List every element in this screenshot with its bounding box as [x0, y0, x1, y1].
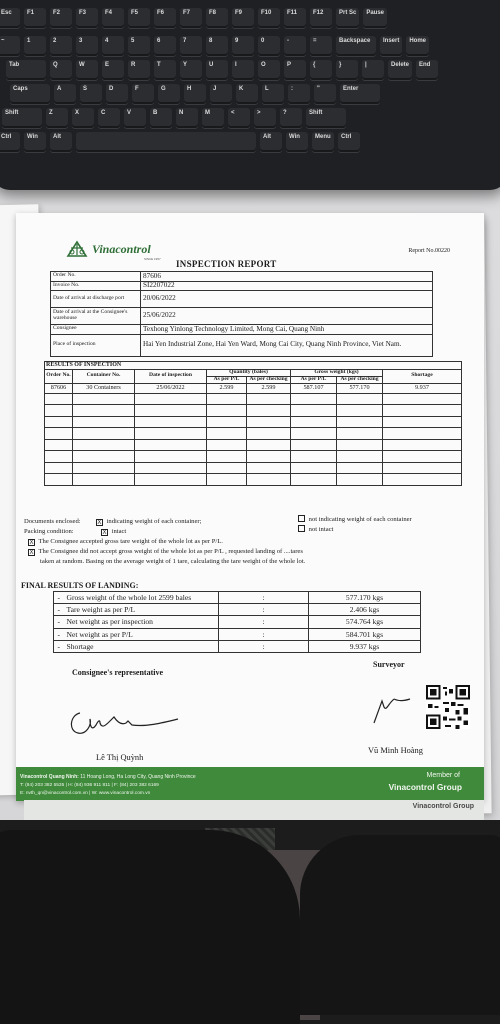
keyboard-space-row — [0, 132, 360, 152]
keyboard-key[interactable]: F10 — [258, 8, 280, 28]
footer-group-name: Vinacontrol Group — [388, 782, 462, 792]
empty-cell — [291, 474, 337, 486]
random-line — [40, 558, 305, 566]
info-label: Consignee — [51, 325, 141, 335]
keyboard-key[interactable]: End — [416, 60, 438, 80]
keyboard-key[interactable]: F5 — [128, 8, 150, 28]
empty-cell — [337, 451, 383, 463]
keyboard-key[interactable]: J — [210, 84, 232, 104]
col-quantity: Quantity (bales) — [207, 370, 291, 377]
empty-cell — [73, 474, 135, 486]
empty-cell — [73, 462, 135, 474]
empty-cell — [45, 428, 73, 440]
keyboard — [0, 0, 500, 190]
empty-cell — [135, 451, 207, 463]
empty-cell — [383, 405, 462, 417]
surveyor-label: Surveyor — [373, 660, 405, 669]
empty-cell — [135, 474, 207, 486]
empty-cell — [135, 439, 207, 451]
empty-cell — [207, 439, 247, 451]
empty-cell — [207, 393, 247, 405]
empty-cell — [73, 439, 135, 451]
keyboard-key[interactable]: E — [102, 60, 124, 80]
intact-label: intact — [111, 528, 127, 535]
info-label: Invoice No. — [51, 281, 141, 291]
keyboard-key[interactable]: < — [228, 108, 250, 128]
empty-cell — [337, 428, 383, 440]
col-date: Date of inspection — [135, 370, 207, 384]
packing-label: Packing condition: — [24, 528, 74, 535]
accepted-line — [28, 538, 223, 546]
final-label: Net weight as per inspection — [64, 616, 219, 628]
info-value: SI2207022 — [141, 281, 433, 291]
final-label: Net weight as per P/L — [64, 628, 219, 640]
empty-cell — [337, 416, 383, 428]
not-intact-line — [298, 525, 333, 534]
empty-cell — [73, 393, 135, 405]
empty-cell — [247, 439, 291, 451]
keyboard-key[interactable]: Alt — [50, 132, 72, 152]
final-value: 574.764 kgs — [309, 616, 421, 628]
info-label: Place of inspection — [51, 334, 141, 356]
surveyor-signature — [364, 691, 424, 727]
final-colon: : — [219, 640, 309, 652]
keyboard-key[interactable]: M — [202, 108, 224, 128]
final-dash: - — [54, 604, 64, 616]
info-value: 20/06/2022 — [141, 291, 433, 308]
empty-cell — [383, 439, 462, 451]
keyboard-key[interactable]: " — [314, 84, 336, 104]
keyboard-key[interactable]: Tab — [6, 60, 46, 80]
table-row — [45, 416, 462, 428]
col-container-no: Container No. — [73, 370, 135, 384]
keyboard-key[interactable]: > — [254, 108, 276, 128]
col-qty-pl: As per P/L — [207, 376, 247, 383]
empty-cell — [383, 474, 462, 486]
keyboard-number-row — [0, 36, 429, 56]
final-value: 577.170 kgs — [309, 592, 421, 604]
empty-cell — [383, 416, 462, 428]
empty-cell — [45, 462, 73, 474]
company-footer — [16, 767, 484, 801]
info-value: Texhong Yinlong Technology Limited, Mong Cai, Quang Ninh — [141, 325, 433, 335]
keyboard-key[interactable]: O — [258, 60, 280, 80]
keyboard-key[interactable]: X — [72, 108, 94, 128]
results-section-title: RESULTS OF INSPECTION — [45, 362, 462, 370]
keyboard-key[interactable]: P — [284, 60, 306, 80]
keyboard-key[interactable]: F2 — [50, 8, 72, 28]
keyboard-key[interactable]: F6 — [154, 8, 176, 28]
footer-address-line — [20, 774, 196, 780]
col-qty-check: As per checking — [247, 376, 291, 383]
final-colon: : — [219, 592, 309, 604]
table-row — [45, 428, 462, 440]
keyboard-key[interactable]: Shift — [2, 108, 42, 128]
accepted-text: The Consignee accepted gross tare weight of the whole lot as per P/L. — [38, 538, 223, 545]
info-row — [51, 308, 433, 325]
keyboard-key[interactable]: L — [262, 84, 284, 104]
footer-email: E: nvth_qn@vinacontrol.com.vn | W: www.vinacontrol.com.vn — [20, 791, 151, 796]
final-value: 2.406 kgs — [309, 604, 421, 616]
col-gw-check: As per checking — [337, 376, 383, 383]
empty-cell — [45, 416, 73, 428]
keyboard-key[interactable]: F8 — [206, 8, 228, 28]
keyboard-key[interactable]: 8 — [206, 36, 228, 56]
empty-cell — [337, 439, 383, 451]
table-row — [45, 405, 462, 417]
empty-cell — [45, 451, 73, 463]
keyboard-key[interactable]: ? — [280, 108, 302, 128]
keyboard-key[interactable]: Alt — [260, 132, 282, 152]
keyboard-key[interactable]: Backspace — [336, 36, 376, 56]
empty-cell — [291, 393, 337, 405]
keyboard-top-letter-row — [6, 60, 438, 80]
empty-cell — [247, 393, 291, 405]
keyboard-key[interactable]: Enter — [340, 84, 380, 104]
keyboard-key[interactable]: 6 — [154, 36, 176, 56]
checkbox-not-intact[interactable] — [298, 525, 305, 532]
consignee-name: Lê Thị Quỳnh — [96, 753, 144, 762]
keyboard-key[interactable]: Win — [24, 132, 46, 152]
col-gross-weight: Gross weight (kgs) — [291, 370, 383, 377]
keyboard-key[interactable]: D — [106, 84, 128, 104]
keyboard-key[interactable]: Caps — [10, 84, 50, 104]
keyboard-key[interactable]: | — [362, 60, 384, 80]
empty-cell — [337, 474, 383, 486]
empty-cell — [135, 428, 207, 440]
final-results-title: FINAL RESULTS OF LANDING: — [21, 581, 139, 590]
keyboard-key[interactable]: Pause — [363, 8, 387, 28]
empty-cell — [45, 474, 73, 486]
keyboard-key[interactable]: - — [284, 36, 306, 56]
empty-cell — [73, 405, 135, 417]
keyboard-key[interactable]: H — [184, 84, 206, 104]
consignee-representative-label: Consignee's representative — [72, 668, 164, 677]
keyboard-key[interactable]: R — [128, 60, 150, 80]
keyboard-key[interactable]: 9 — [232, 36, 254, 56]
final-colon: : — [219, 604, 309, 616]
final-result-row — [54, 604, 421, 616]
report-number: Report No.00220 — [408, 248, 450, 254]
indicating-label: indicating weight of each container; — [106, 518, 202, 525]
cell-qty-pl: 2.599 — [207, 383, 247, 393]
empty-cell — [247, 405, 291, 417]
footer-company: Vinacontrol Quang Ninh: — [20, 774, 79, 780]
packing-condition-line — [24, 528, 126, 536]
empty-cell — [291, 428, 337, 440]
checkbox-not-indicating[interactable] — [298, 515, 305, 522]
final-result-row — [54, 640, 421, 652]
logo-subtitle: SINCE 1957 — [144, 257, 161, 261]
cell-date: 25/06/2022 — [135, 383, 207, 393]
cell-gw-check: 577.170 — [337, 383, 383, 393]
table-row — [45, 393, 462, 405]
final-colon: : — [219, 616, 309, 628]
keyboard-key[interactable]: I — [232, 60, 254, 80]
empty-cell — [383, 451, 462, 463]
table-row — [45, 474, 462, 486]
info-label: Date of arrival at the Consignee's warehouse — [51, 308, 141, 325]
info-row — [51, 281, 433, 291]
empty-cell — [73, 451, 135, 463]
checkbox-indicating[interactable]: X — [97, 520, 102, 526]
info-label: Date of arrival at discharge port — [51, 291, 141, 308]
empty-cell — [135, 405, 207, 417]
table-row — [45, 462, 462, 474]
keyboard-key[interactable]: A — [54, 84, 76, 104]
col-order-no: Order No. — [45, 370, 73, 384]
logo-text: Vinacontrol — [92, 241, 151, 256]
empty-cell — [207, 428, 247, 440]
shipment-info-table — [50, 271, 433, 357]
keyboard-key[interactable]: F3 — [76, 8, 98, 28]
empty-cell — [291, 416, 337, 428]
empty-cell — [291, 439, 337, 451]
final-result-row — [54, 628, 421, 640]
empty-cell — [247, 474, 291, 486]
keyboard-home-row — [10, 84, 380, 104]
final-colon: : — [219, 628, 309, 640]
consignee-signature — [66, 705, 186, 739]
final-dash: - — [54, 640, 64, 652]
empty-cell — [247, 451, 291, 463]
keyboard-key[interactable]: T — [154, 60, 176, 80]
final-value: 584.701 kgs — [309, 628, 421, 640]
final-dash: - — [54, 616, 64, 628]
keyboard-key[interactable]: Home — [406, 36, 429, 56]
cell-gw-pl: 587.107 — [291, 383, 337, 393]
inspection-report-document — [16, 213, 484, 801]
cell-shortage: 9.937 — [383, 383, 462, 393]
empty-cell — [207, 474, 247, 486]
empty-cell — [337, 393, 383, 405]
keyboard-key[interactable]: Win — [286, 132, 308, 152]
inspection-results-table — [44, 361, 462, 486]
info-row — [51, 325, 433, 335]
checkbox-intact[interactable]: X — [102, 530, 107, 536]
keyboard-key[interactable]: 0 — [258, 36, 280, 56]
empty-rows — [45, 393, 462, 485]
surveyor-name: Vũ Minh Hoàng — [368, 746, 423, 755]
scale-logo-icon — [66, 240, 88, 258]
empty-cell — [207, 462, 247, 474]
footer-phones: T: (84) 203 382 5535 | H: (84) 936 911 811 | F: (84) 203 382 6169 — [20, 783, 159, 788]
keyboard-key[interactable]: U — [206, 60, 228, 80]
keyboard-key[interactable]: { — [310, 60, 332, 80]
documents-enclosed-line — [24, 518, 201, 526]
keyboard-key[interactable]: = — [310, 36, 332, 56]
keyboard-key[interactable]: B — [150, 108, 172, 128]
keyboard-key[interactable]: Menu — [312, 132, 334, 152]
not-intact-label: not intact — [308, 526, 334, 533]
keyboard-key[interactable]: 2 — [50, 36, 72, 56]
footer-address: 11 Hoang Long, Ha Long City, Quang Ninh Province — [80, 774, 196, 780]
table-row — [45, 383, 462, 393]
keyboard-key[interactable] — [76, 132, 256, 152]
empty-cell — [207, 451, 247, 463]
cell-container-no: 30 Containers — [73, 383, 135, 393]
keyboard-key[interactable]: Shift — [306, 108, 346, 128]
empty-cell — [73, 416, 135, 428]
empty-cell — [383, 462, 462, 474]
qr-code-icon — [426, 685, 470, 729]
info-value: 25/06/2022 — [141, 308, 433, 325]
empty-cell — [135, 393, 207, 405]
keyboard-key[interactable]: K — [236, 84, 258, 104]
keyboard-key[interactable]: G — [158, 84, 180, 104]
info-label: Order No. — [51, 272, 141, 282]
empty-cell — [207, 405, 247, 417]
empty-cell — [207, 416, 247, 428]
final-dash: - — [54, 628, 64, 640]
keyboard-key[interactable]: Z — [46, 108, 68, 128]
keyboard-key[interactable]: 7 — [180, 36, 202, 56]
final-value: 9.937 kgs — [309, 640, 421, 652]
empty-cell — [73, 428, 135, 440]
empty-cell — [291, 462, 337, 474]
keyboard-key[interactable]: ~ — [0, 36, 20, 56]
keyboard-key[interactable]: 4 — [102, 36, 124, 56]
empty-cell — [383, 393, 462, 405]
keyboard-key[interactable]: F — [132, 84, 154, 104]
empty-cell — [247, 416, 291, 428]
checkbox-accepted[interactable]: X — [29, 540, 34, 546]
checkbox-not-accepted[interactable]: X — [29, 550, 34, 556]
empty-cell — [45, 405, 73, 417]
keyboard-key[interactable]: F11 — [284, 8, 306, 28]
empty-cell — [135, 416, 207, 428]
empty-cell — [45, 439, 73, 451]
underlying-group-name: Vinacontrol Group — [412, 803, 474, 810]
empty-cell — [247, 428, 291, 440]
final-dash: - — [54, 592, 64, 604]
not-indicating-label: not indicating weight of each container — [308, 516, 412, 523]
info-value: 87606 — [141, 272, 433, 282]
keyboard-key[interactable]: W — [76, 60, 98, 80]
final-results-table — [53, 591, 421, 653]
docs-enclosed-label: Documents enclosed: — [24, 518, 81, 525]
keyboard-key[interactable]: Delete — [388, 60, 412, 80]
keyboard-key[interactable]: Ctrl — [0, 132, 20, 152]
empty-cell — [337, 405, 383, 417]
report-title: INSPECTION REPORT — [176, 259, 277, 269]
empty-cell — [337, 462, 383, 474]
final-label: Tare weight as per P/L — [64, 604, 219, 616]
person-leg-left — [0, 830, 300, 1024]
table-row — [45, 451, 462, 463]
keyboard-key[interactable]: F7 — [180, 8, 202, 28]
keyboard-function-row — [0, 8, 387, 28]
final-label: Shortage — [64, 640, 219, 652]
keyboard-key[interactable]: Esc — [0, 8, 20, 28]
not-accepted-text: The Consignee did not accept gross weight of the whole lot as per P/L , requested landing of ....tares — [38, 548, 303, 555]
keyboard-key[interactable]: 1 — [24, 36, 46, 56]
info-row — [51, 272, 433, 282]
person-leg-right — [300, 835, 500, 1015]
keyboard-key[interactable]: F9 — [232, 8, 254, 28]
final-label: Gross weight of the whole lot 2599 bales — [64, 592, 219, 604]
keyboard-key[interactable]: 5 — [128, 36, 150, 56]
keyboard-key[interactable]: C — [98, 108, 120, 128]
final-result-row — [54, 616, 421, 628]
keyboard-key[interactable]: Y — [180, 60, 202, 80]
empty-cell — [135, 462, 207, 474]
keyboard-key[interactable]: Insert — [380, 36, 402, 56]
info-row — [51, 291, 433, 308]
keyboard-key[interactable]: F1 — [24, 8, 46, 28]
keyboard-key[interactable]: V — [124, 108, 146, 128]
empty-cell — [247, 462, 291, 474]
empty-cell — [45, 393, 73, 405]
footer-member-of: Member of — [426, 772, 460, 779]
col-gw-pl: As per P/L — [291, 376, 337, 383]
table-row — [45, 439, 462, 451]
vinacontrol-logo — [66, 240, 151, 258]
not-accepted-line — [28, 548, 303, 556]
keyboard-key[interactable]: } — [336, 60, 358, 80]
cell-order-no: 87606 — [45, 383, 73, 393]
cell-qty-check: 2.599 — [247, 383, 291, 393]
info-value: Hai Yen Industrial Zone, Hai Yen Ward, Mong Cai City, Quang Ninh Province, Viet Nam. — [141, 334, 433, 356]
keyboard-key[interactable]: N — [176, 108, 198, 128]
final-result-row — [54, 592, 421, 604]
empty-cell — [291, 405, 337, 417]
keyboard-key[interactable]: 3 — [76, 36, 98, 56]
underlying-page-footer — [24, 800, 484, 820]
keyboard-key[interactable]: : — [288, 84, 310, 104]
keyboard-key[interactable]: Q — [50, 60, 72, 80]
keyboard-key[interactable]: Prt Sc — [336, 8, 359, 28]
keyboard-key[interactable]: Ctrl — [338, 132, 360, 152]
keyboard-bottom-letter-row — [2, 108, 346, 128]
info-row — [51, 334, 433, 356]
col-shortage: Shortage — [383, 370, 462, 384]
empty-cell — [291, 451, 337, 463]
empty-cell — [383, 428, 462, 440]
not-indicating-line — [298, 515, 412, 524]
keyboard-key[interactable]: S — [80, 84, 102, 104]
keyboard-key[interactable]: F4 — [102, 8, 124, 28]
random-text: taken at random. Basing on the average weight of 1 tare, calculating the tare weight of the whole lot. — [40, 558, 306, 565]
keyboard-key[interactable]: F12 — [310, 8, 332, 28]
